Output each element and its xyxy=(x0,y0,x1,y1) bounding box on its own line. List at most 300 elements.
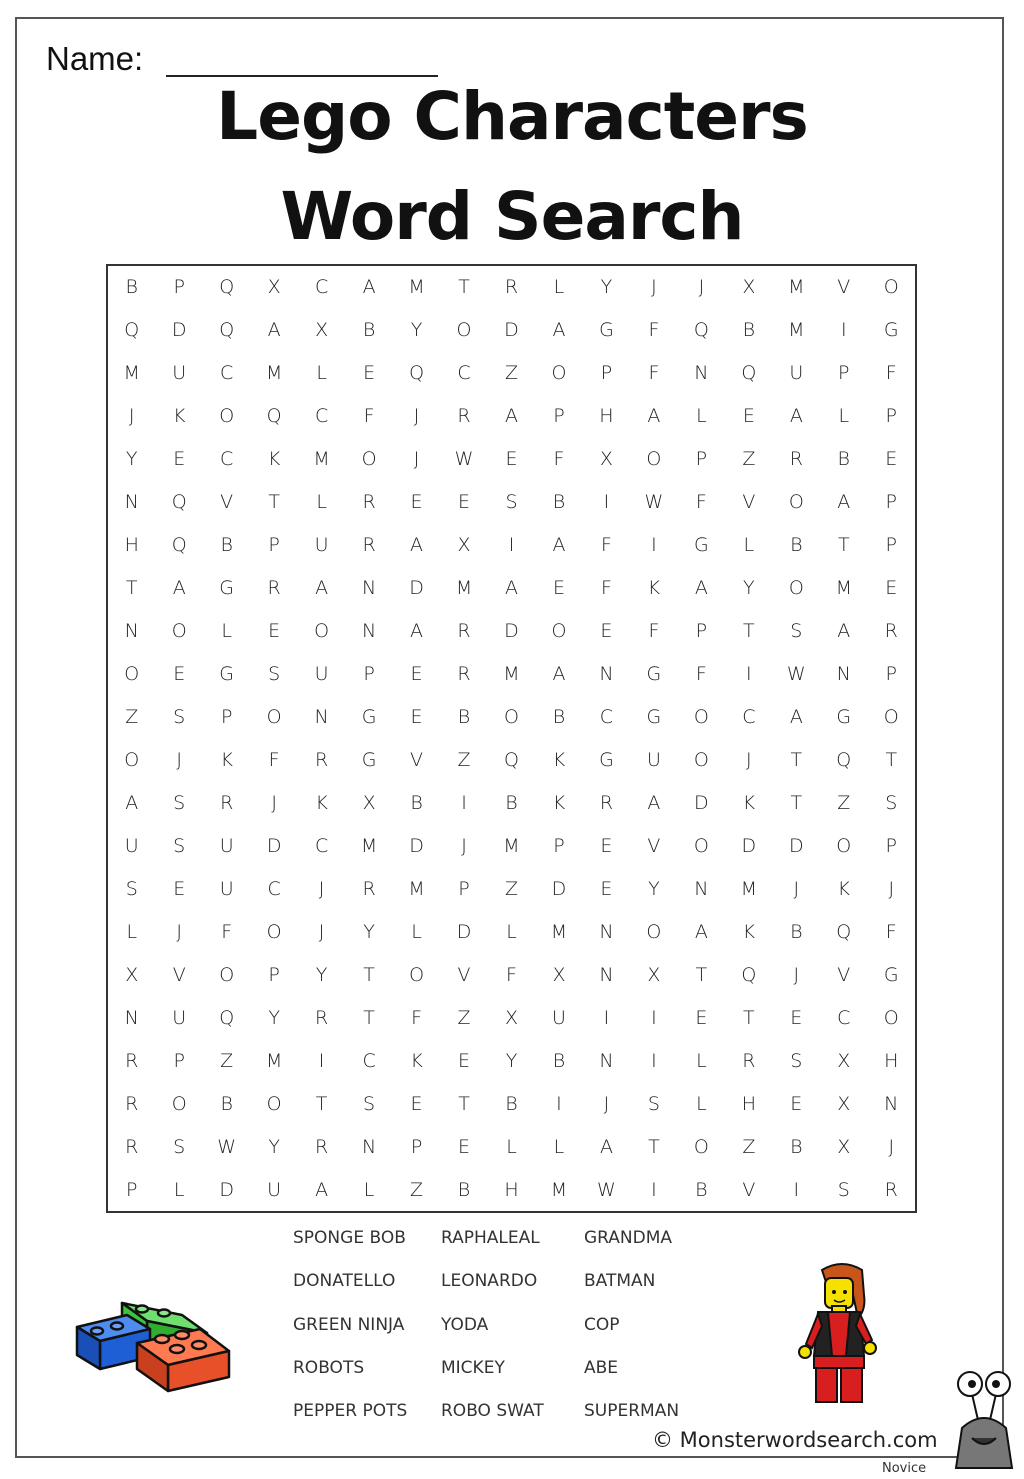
grid-letter[interactable]: N xyxy=(124,620,139,643)
grid-letter[interactable]: B xyxy=(552,491,566,514)
grid-letter[interactable]: Q xyxy=(266,405,282,428)
grid-letter[interactable]: Q xyxy=(836,920,852,943)
grid-letter[interactable]: M xyxy=(455,577,473,600)
grid-letter[interactable]: B xyxy=(220,1092,233,1115)
grid-letter[interactable]: P xyxy=(885,491,897,514)
grid-letter[interactable]: S xyxy=(647,1092,660,1115)
grid-letter[interactable]: O xyxy=(504,706,519,728)
grid-letter[interactable]: Z xyxy=(504,362,518,385)
grid-letter[interactable]: F xyxy=(600,577,612,600)
grid-letter[interactable]: D xyxy=(788,834,804,857)
grid-letter[interactable]: N xyxy=(694,877,709,900)
grid-letter[interactable]: U xyxy=(789,362,804,385)
grid-letter[interactable]: A xyxy=(504,577,518,600)
grid-letter[interactable]: X xyxy=(647,963,661,986)
grid-letter[interactable]: Y xyxy=(125,448,138,471)
grid-letter[interactable]: X xyxy=(457,534,471,557)
grid-letter[interactable]: Q xyxy=(504,748,519,771)
grid-letter[interactable]: L xyxy=(411,920,422,943)
grid-letter[interactable]: P xyxy=(553,405,565,428)
grid-letter[interactable]: A xyxy=(552,319,566,342)
grid-letter[interactable]: V xyxy=(837,963,851,986)
grid-letter[interactable]: L xyxy=(221,620,232,643)
grid-letter[interactable]: B xyxy=(505,1092,518,1115)
grid-letter[interactable]: U xyxy=(552,1006,566,1029)
grid-letter[interactable]: Z xyxy=(457,748,471,771)
grid-letter[interactable]: U xyxy=(172,362,187,385)
grid-letter[interactable]: M xyxy=(360,834,378,857)
grid-letter[interactable]: C xyxy=(314,405,329,428)
grid-letter[interactable]: J xyxy=(413,448,420,471)
grid-letter[interactable]: B xyxy=(742,319,756,342)
grid-letter[interactable]: O xyxy=(124,748,140,771)
grid-letter[interactable]: D xyxy=(266,834,282,857)
grid-letter[interactable]: I xyxy=(651,1049,657,1072)
grid-letter[interactable]: A xyxy=(504,405,518,428)
grid-letter[interactable]: R xyxy=(125,1049,139,1072)
grid-letter[interactable]: T xyxy=(743,620,755,643)
grid-letter[interactable]: O xyxy=(883,706,899,728)
grid-letter[interactable]: E xyxy=(458,1135,471,1158)
grid-letter[interactable]: G xyxy=(836,706,852,728)
grid-letter[interactable]: P xyxy=(695,448,708,471)
grid-letter[interactable]: B xyxy=(790,1135,803,1158)
grid-letter[interactable]: E xyxy=(458,491,471,514)
grid-letter[interactable]: X xyxy=(742,276,756,299)
grid-letter[interactable]: M xyxy=(788,276,805,299)
grid-letter[interactable]: O xyxy=(361,448,377,471)
grid-letter[interactable]: P xyxy=(885,663,897,686)
grid-letter[interactable]: E xyxy=(173,663,186,686)
grid-letter[interactable]: A xyxy=(410,534,424,557)
grid-letter[interactable]: F xyxy=(885,362,897,385)
grid-letter[interactable]: J xyxy=(888,877,895,900)
grid-letter[interactable]: X xyxy=(599,448,613,471)
grid-letter[interactable]: F xyxy=(553,448,565,471)
grid-letter[interactable]: O xyxy=(693,748,709,771)
grid-letter[interactable]: J xyxy=(698,276,705,299)
grid-letter[interactable]: S xyxy=(173,1135,186,1158)
grid-letter[interactable]: L xyxy=(506,1135,517,1158)
grid-letter[interactable]: X xyxy=(504,1006,518,1029)
grid-letter[interactable]: N xyxy=(599,663,614,686)
grid-letter[interactable]: R xyxy=(362,877,376,900)
grid-letter[interactable]: B xyxy=(552,1049,566,1072)
grid-letter[interactable]: O xyxy=(171,620,187,643)
grid-letter[interactable]: S xyxy=(790,620,803,643)
grid-letter[interactable]: R xyxy=(315,1006,329,1029)
grid-letter[interactable]: Q xyxy=(741,362,757,385)
grid-letter[interactable]: A xyxy=(837,491,851,514)
grid-letter[interactable]: A xyxy=(647,405,661,428)
grid-letter[interactable]: N xyxy=(884,1092,899,1115)
grid-letter[interactable]: M xyxy=(408,877,425,900)
grid-letter[interactable]: C xyxy=(599,706,614,728)
grid-letter[interactable]: E xyxy=(695,1006,708,1029)
grid-letter[interactable]: Y xyxy=(505,1049,518,1072)
grid-letter[interactable]: U xyxy=(219,834,234,857)
grid-letter[interactable]: T xyxy=(648,1135,660,1158)
grid-letter[interactable]: N xyxy=(124,491,139,514)
grid-letter[interactable]: R xyxy=(267,577,281,600)
grid-letter[interactable]: M xyxy=(313,448,330,471)
grid-letter[interactable]: B xyxy=(552,706,566,728)
grid-letter[interactable]: Z xyxy=(125,706,139,728)
grid-letter[interactable]: M xyxy=(788,319,805,342)
grid-letter[interactable]: Y xyxy=(600,276,613,299)
grid-letter[interactable]: Q xyxy=(693,319,709,342)
grid-letter[interactable]: F xyxy=(506,963,517,986)
grid-letter[interactable]: A xyxy=(410,620,424,643)
grid-letter[interactable]: I xyxy=(603,1006,610,1029)
grid-letter[interactable]: L xyxy=(743,534,755,557)
grid-letter[interactable]: U xyxy=(124,834,139,857)
grid-letter[interactable]: L xyxy=(696,1049,707,1072)
grid-letter[interactable]: T xyxy=(695,963,708,986)
grid-letter[interactable]: B xyxy=(362,319,376,342)
grid-letter[interactable]: O xyxy=(456,319,472,342)
grid-letter[interactable]: I xyxy=(651,534,657,557)
grid-letter[interactable]: T xyxy=(363,1006,375,1029)
grid-letter[interactable]: M xyxy=(550,1178,568,1201)
grid-letter[interactable]: P xyxy=(695,620,708,643)
grid-letter[interactable]: F xyxy=(268,748,280,771)
grid-letter[interactable]: S xyxy=(790,1049,803,1072)
grid-letter[interactable]: P xyxy=(363,663,375,686)
grid-letter[interactable]: B xyxy=(790,534,803,557)
grid-letter[interactable]: U xyxy=(267,1178,282,1201)
grid-letter[interactable]: E xyxy=(742,405,755,428)
grid-letter[interactable]: G xyxy=(361,748,377,771)
grid-letter[interactable]: M xyxy=(265,1049,283,1072)
grid-letter[interactable]: I xyxy=(318,1049,325,1072)
grid-letter[interactable]: K xyxy=(552,791,566,814)
grid-letter[interactable]: P xyxy=(173,1049,185,1072)
grid-letter[interactable]: N xyxy=(314,706,329,728)
grid-letter[interactable]: O xyxy=(266,920,282,943)
grid-letter[interactable]: E xyxy=(505,448,518,471)
grid-letter[interactable]: S xyxy=(505,491,518,514)
grid-letter[interactable]: Q xyxy=(836,748,852,771)
grid-letter[interactable]: T xyxy=(268,491,280,514)
grid-letter[interactable]: K xyxy=(742,791,756,814)
grid-letter[interactable]: J xyxy=(651,276,657,299)
grid-letter[interactable]: A xyxy=(362,276,376,299)
grid-letter[interactable]: K xyxy=(647,577,661,600)
grid-letter[interactable]: Q xyxy=(741,963,757,986)
grid-letter[interactable]: J xyxy=(271,791,277,814)
grid-letter[interactable]: A xyxy=(267,319,281,342)
grid-letter[interactable]: C xyxy=(220,362,234,385)
grid-letter[interactable]: G xyxy=(883,963,899,986)
grid-letter[interactable]: K xyxy=(742,920,756,943)
grid-letter[interactable]: U xyxy=(314,534,329,557)
grid-letter[interactable]: D xyxy=(409,577,424,600)
grid-letter[interactable]: D xyxy=(551,877,567,900)
grid-letter[interactable]: P xyxy=(220,706,233,728)
grid-letter[interactable]: L xyxy=(838,405,850,428)
grid-letter[interactable]: L xyxy=(506,920,517,943)
grid-letter[interactable]: D xyxy=(741,834,757,857)
grid-letter[interactable]: T xyxy=(837,534,850,557)
grid-letter[interactable]: N xyxy=(599,920,614,943)
grid-letter[interactable]: K xyxy=(552,748,566,771)
grid-letter[interactable]: A xyxy=(789,405,803,428)
grid-letter[interactable]: V xyxy=(172,963,186,986)
grid-letter[interactable]: I xyxy=(556,1092,562,1115)
grid-letter[interactable]: J xyxy=(888,1135,895,1158)
grid-letter[interactable]: O xyxy=(693,706,709,728)
grid-letter[interactable]: X xyxy=(552,963,566,986)
grid-letter[interactable]: M xyxy=(740,877,758,900)
grid-letter[interactable]: A xyxy=(694,577,708,600)
grid-letter[interactable]: Y xyxy=(363,920,375,943)
grid-letter[interactable]: E xyxy=(600,834,613,857)
grid-letter[interactable]: C xyxy=(457,362,471,385)
grid-letter[interactable]: N xyxy=(836,663,851,686)
grid-letter[interactable]: F xyxy=(648,620,660,643)
grid-letter[interactable]: Y xyxy=(410,319,423,342)
grid-letter[interactable]: F xyxy=(695,491,707,514)
grid-letter[interactable]: O xyxy=(836,834,852,857)
grid-letter[interactable]: R xyxy=(125,1135,139,1158)
grid-letter[interactable]: G xyxy=(694,534,709,557)
grid-letter[interactable]: V xyxy=(742,491,756,514)
grid-letter[interactable]: P xyxy=(885,405,897,428)
grid-letter[interactable]: B xyxy=(695,1178,708,1201)
grid-letter[interactable]: C xyxy=(314,834,329,857)
grid-letter[interactable]: O xyxy=(883,276,899,299)
grid-letter[interactable]: E xyxy=(410,1092,423,1115)
grid-letter[interactable]: U xyxy=(314,663,329,686)
grid-letter[interactable]: F xyxy=(411,1006,423,1029)
grid-letter[interactable]: K xyxy=(267,448,281,471)
grid-letter[interactable]: H xyxy=(884,1049,899,1072)
grid-letter[interactable]: E xyxy=(410,663,423,686)
grid-letter[interactable]: A xyxy=(837,620,851,643)
grid-letter[interactable]: T xyxy=(458,276,470,299)
grid-letter[interactable]: L xyxy=(553,276,565,299)
grid-letter[interactable]: X xyxy=(267,276,281,299)
grid-letter[interactable]: S xyxy=(268,663,281,686)
grid-letter[interactable]: S xyxy=(837,1178,850,1201)
grid-letter[interactable]: C xyxy=(742,706,756,728)
grid-letter[interactable]: T xyxy=(790,791,803,814)
grid-letter[interactable]: C xyxy=(267,877,281,900)
grid-letter[interactable]: S xyxy=(363,1092,376,1115)
grid-letter[interactable]: T xyxy=(315,1092,328,1115)
grid-letter[interactable]: Q xyxy=(219,276,235,299)
grid-letter[interactable]: N xyxy=(361,1135,377,1158)
grid-letter[interactable]: Z xyxy=(457,1006,471,1029)
grid-letter[interactable]: R xyxy=(362,534,376,557)
grid-letter[interactable]: E xyxy=(268,620,281,643)
grid-letter[interactable]: O xyxy=(314,620,330,643)
grid-letter[interactable]: K xyxy=(172,405,186,428)
grid-letter[interactable]: F xyxy=(363,405,375,428)
grid-letter[interactable]: A xyxy=(172,577,186,600)
grid-letter[interactable]: I xyxy=(603,491,610,514)
grid-letter[interactable]: D xyxy=(456,920,472,943)
grid-letter[interactable]: I xyxy=(793,1178,800,1201)
grid-letter[interactable]: T xyxy=(885,748,898,771)
grid-letter[interactable]: T xyxy=(790,748,803,771)
grid-letter[interactable]: R xyxy=(504,276,519,299)
grid-letter[interactable]: W xyxy=(644,491,664,514)
grid-letter[interactable]: B xyxy=(790,920,803,943)
grid-letter[interactable]: N xyxy=(599,963,614,986)
grid-letter[interactable]: F xyxy=(600,534,612,557)
grid-letter[interactable]: E xyxy=(790,1092,803,1115)
grid-letter[interactable]: Q xyxy=(219,319,235,342)
grid-letter[interactable]: R xyxy=(125,1092,139,1115)
grid-letter[interactable]: D xyxy=(171,319,187,342)
grid-letter[interactable]: K xyxy=(410,1049,423,1072)
grid-letter[interactable]: M xyxy=(123,362,140,385)
grid-letter[interactable]: Y xyxy=(268,1006,280,1029)
grid-letter[interactable]: O xyxy=(171,1092,187,1115)
grid-letter[interactable]: K xyxy=(315,791,328,814)
grid-letter[interactable]: L xyxy=(696,405,707,428)
grid-letter[interactable]: S xyxy=(173,791,186,814)
grid-letter[interactable]: S xyxy=(173,834,186,857)
grid-letter[interactable]: M xyxy=(265,362,283,385)
grid-letter[interactable]: U xyxy=(172,1006,187,1029)
grid-letter[interactable]: G xyxy=(646,706,662,728)
grid-letter[interactable]: L xyxy=(316,491,327,514)
grid-letter[interactable]: R xyxy=(884,620,898,643)
grid-letter[interactable]: S xyxy=(125,877,138,900)
grid-letter[interactable]: P xyxy=(553,834,565,857)
grid-letter[interactable]: G xyxy=(361,706,377,728)
grid-letter[interactable]: E xyxy=(363,362,376,385)
grid-letter[interactable]: O xyxy=(693,834,709,857)
grid-letter[interactable]: E xyxy=(410,706,423,728)
grid-letter[interactable]: J xyxy=(793,877,800,900)
grid-letter[interactable]: W xyxy=(786,663,806,686)
grid-letter[interactable]: B xyxy=(457,706,471,728)
grid-letter[interactable]: O xyxy=(646,448,662,471)
grid-letter[interactable]: Y xyxy=(648,877,660,900)
grid-letter[interactable]: B xyxy=(220,534,233,557)
grid-letter[interactable]: M xyxy=(503,834,520,857)
grid-letter[interactable]: O xyxy=(693,1135,709,1158)
grid-letter[interactable]: L xyxy=(173,1178,185,1201)
grid-letter[interactable]: A xyxy=(599,1135,613,1158)
grid-letter[interactable]: E xyxy=(885,448,898,471)
grid-letter[interactable]: X xyxy=(362,791,376,814)
grid-letter[interactable]: P xyxy=(268,963,280,986)
grid-letter[interactable]: T xyxy=(743,1006,755,1029)
grid-letter[interactable]: O xyxy=(788,491,804,514)
grid-letter[interactable]: M xyxy=(550,920,568,943)
grid-letter[interactable]: Z xyxy=(220,1049,234,1072)
grid-letter[interactable]: F xyxy=(885,920,897,943)
grid-letter[interactable]: V xyxy=(410,748,424,771)
grid-letter[interactable]: J xyxy=(176,920,182,943)
name-field[interactable] xyxy=(166,75,438,77)
grid-letter[interactable]: P xyxy=(173,276,185,299)
grid-letter[interactable]: V xyxy=(837,276,851,299)
grid-letter[interactable]: O xyxy=(266,1092,282,1115)
grid-letter[interactable]: F xyxy=(648,319,660,342)
grid-letter[interactable]: O xyxy=(266,706,282,728)
grid-letter[interactable]: A xyxy=(647,791,661,814)
grid-letter[interactable]: O xyxy=(551,620,567,643)
grid-letter[interactable]: R xyxy=(789,448,803,471)
grid-letter[interactable]: P xyxy=(885,834,897,857)
grid-letter[interactable]: W xyxy=(217,1135,237,1158)
grid-letter[interactable]: X xyxy=(837,1092,851,1115)
grid-letter[interactable]: R xyxy=(315,748,329,771)
grid-letter[interactable]: D xyxy=(504,620,519,643)
grid-letter[interactable]: X xyxy=(837,1135,851,1158)
grid-letter[interactable]: D xyxy=(219,1178,234,1201)
grid-letter[interactable]: I xyxy=(840,319,847,342)
grid-letter[interactable]: I xyxy=(461,791,467,814)
grid-letter[interactable]: L xyxy=(126,920,138,943)
grid-letter[interactable]: D xyxy=(694,791,709,814)
grid-letter[interactable]: V xyxy=(742,1178,756,1201)
grid-letter[interactable]: M xyxy=(503,663,520,686)
grid-letter[interactable]: H xyxy=(599,405,614,428)
grid-letter[interactable]: I xyxy=(651,1178,657,1201)
grid-letter[interactable]: C xyxy=(314,276,329,299)
grid-letter[interactable]: R xyxy=(457,663,471,686)
grid-letter[interactable]: C xyxy=(362,1049,376,1072)
grid-letter[interactable]: R xyxy=(362,491,376,514)
grid-letter[interactable]: A xyxy=(552,534,566,557)
grid-letter[interactable]: F xyxy=(648,362,660,385)
grid-letter[interactable]: B xyxy=(457,1178,471,1201)
grid-letter[interactable]: I xyxy=(508,534,515,557)
grid-letter[interactable]: J xyxy=(793,963,800,986)
grid-letter[interactable]: L xyxy=(553,1135,565,1158)
grid-letter[interactable]: P xyxy=(838,362,850,385)
grid-letter[interactable]: O xyxy=(551,362,567,385)
grid-letter[interactable]: A xyxy=(552,663,566,686)
grid-letter[interactable]: O xyxy=(409,963,425,986)
grid-letter[interactable]: T xyxy=(125,577,138,600)
grid-letter[interactable]: A xyxy=(315,1178,329,1201)
grid-letter[interactable]: D xyxy=(409,834,424,857)
grid-letter[interactable]: Q xyxy=(124,319,140,342)
grid-letter[interactable]: E xyxy=(458,1049,471,1072)
grid-letter[interactable]: S xyxy=(173,706,186,728)
grid-letter[interactable]: Q xyxy=(171,534,187,557)
grid-letter[interactable]: Y xyxy=(743,577,755,600)
grid-letter[interactable]: E xyxy=(600,877,613,900)
grid-letter[interactable]: E xyxy=(173,877,186,900)
grid-letter[interactable]: G xyxy=(219,577,235,600)
grid-letter[interactable]: K xyxy=(837,877,851,900)
grid-letter[interactable]: J xyxy=(603,1092,610,1115)
grid-letter[interactable]: D xyxy=(504,319,519,342)
grid-letter[interactable]: X xyxy=(837,1049,851,1072)
grid-letter[interactable]: M xyxy=(408,276,425,299)
grid-letter[interactable]: E xyxy=(410,491,423,514)
grid-letter[interactable]: P xyxy=(600,362,613,385)
grid-letter[interactable]: R xyxy=(220,791,234,814)
grid-letter[interactable]: R xyxy=(599,791,614,814)
grid-letter[interactable]: K xyxy=(220,748,233,771)
grid-letter[interactable]: J xyxy=(176,748,182,771)
grid-letter[interactable]: J xyxy=(461,834,467,857)
grid-letter[interactable]: O xyxy=(883,1006,899,1029)
grid-letter[interactable]: G xyxy=(646,663,662,686)
grid-letter[interactable]: O xyxy=(219,405,235,428)
grid-letter[interactable]: C xyxy=(837,1006,851,1029)
